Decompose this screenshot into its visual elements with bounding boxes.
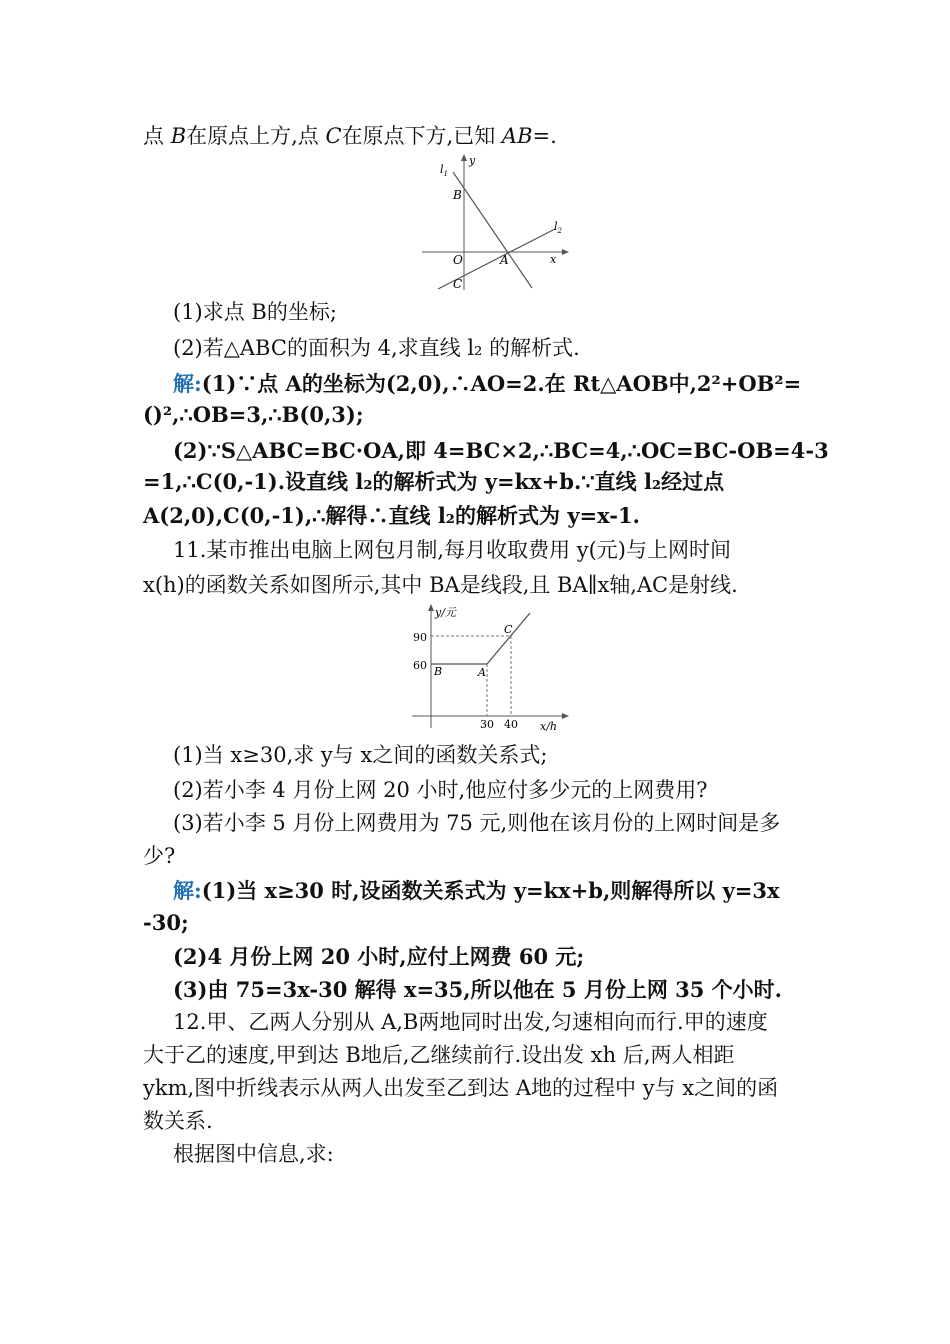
label-x: x/h [540, 720, 557, 733]
y-arrow [428, 604, 434, 611]
solution-11-1-cont: -30; [143, 910, 189, 935]
problem-11-cont: x(h)的函数关系如图所示,其中 BA是线段,且 BA∥x轴,AC是射线. [143, 573, 738, 597]
x-arrow [562, 249, 569, 255]
question-11-3-cont: 少? [143, 844, 176, 868]
solution-11-3: (3)由 75=3x-30 解得 x=35,所以他在 5 月份上网 35 个小时. [173, 977, 782, 1002]
solution-label: 解: [173, 371, 202, 396]
label-x: x [550, 253, 557, 266]
label-a: A [478, 666, 486, 679]
solution-text: (1)当 x≥30 时,设函数关系式为 y=kx+b,则解得所以 y=3x [201, 878, 780, 903]
label-l1: $l_1$ [440, 163, 448, 178]
solution-10-1 [173, 369, 801, 399]
intro-line [143, 121, 557, 151]
text: =. [532, 124, 557, 148]
point-c: C [325, 124, 342, 148]
label-b: B [434, 665, 443, 678]
line-l1 [453, 172, 532, 288]
question-10-1: (1)求点 B的坐标; [173, 300, 337, 324]
solution-text: (1)∵点 A的坐标为(2,0),∴AO=2.在 Rt△AOB中,2²+OB²= [201, 371, 802, 396]
problem-12-prompt: 根据图中信息,求: [173, 1142, 334, 1166]
question-11-2: (2)若小李 4 月份上网 20 小时,他应付多少元的上网费用? [173, 778, 708, 802]
question-11-1: (1)当 x≥30,求 y与 x之间的函数关系式; [173, 743, 548, 767]
figure-lines [420, 152, 570, 294]
label-o: O [453, 253, 463, 267]
problem-12-cont3: 数关系. [143, 1109, 213, 1133]
segment-ab: AB [501, 124, 533, 148]
point-b: B [170, 124, 187, 148]
figure-fee-graph [412, 603, 572, 733]
x-arrow [562, 713, 569, 719]
tick-40: 40 [504, 718, 518, 731]
solution-10-2-cont2: A(2,0),C(0,-1),∴解得∴直线 l₂的解析式为 y=x-1. [143, 503, 640, 528]
problem-12-cont: 大于乙的速度,甲到达 B地后,乙继续前行.设出发 xh 后,两人相距 [143, 1043, 735, 1067]
tick-30: 30 [480, 718, 494, 731]
text: 在原点上方,点 [186, 124, 326, 148]
label-y: y/元 [435, 606, 456, 619]
text: 在原点下方,已知 [341, 124, 502, 148]
label-a: A [500, 253, 509, 267]
question-11-3: (3)若小李 5 月份上网费用为 75 元,则他在该月份的上网时间是多 [173, 811, 781, 835]
question-10-2: (2)若△ABC的面积为 4,求直线 l₂ 的解析式. [173, 336, 580, 360]
text: 点 [143, 124, 171, 148]
tick-60: 60 [413, 659, 427, 672]
solution-10-2: (2)∵S△ABC=BC·OA,即 4=BC×2,∴BC=4,∴OC=BC-OB=4-3 [173, 438, 829, 463]
ray-ac [487, 613, 530, 664]
problem-12-cont2: ykm,图中折线表示从两人出发至乙到达 A地的过程中 y与 x之间的函 [143, 1076, 779, 1100]
solution-label: 解: [173, 878, 202, 903]
tick-90: 90 [413, 631, 427, 644]
solution-11-2: (2)4 月份上网 20 小时,应付上网费 60 元; [173, 944, 585, 969]
label-c: C [453, 277, 463, 291]
label-b: B [453, 188, 462, 202]
solution-10-2-cont: =1,∴C(0,-1).设直线 l₂的解析式为 y=kx+b.∵直线 l₂经过点 [143, 469, 725, 494]
label-l2: $l_2$ [554, 220, 562, 235]
y-arrow [461, 154, 467, 161]
solution-11-1 [173, 876, 780, 906]
solution-10-1-cont: ()²,∴OB=3,∴B(0,3); [143, 402, 364, 427]
problem-11: 11.某市推出电脑上网包月制,每月收取费用 y(元)与上网时间 [173, 538, 731, 562]
label-y: y [469, 154, 476, 167]
problem-12: 12.甲、乙两人分别从 A,B两地同时出发,匀速相向而行.甲的速度 [173, 1010, 768, 1034]
label-c: C [504, 623, 513, 636]
